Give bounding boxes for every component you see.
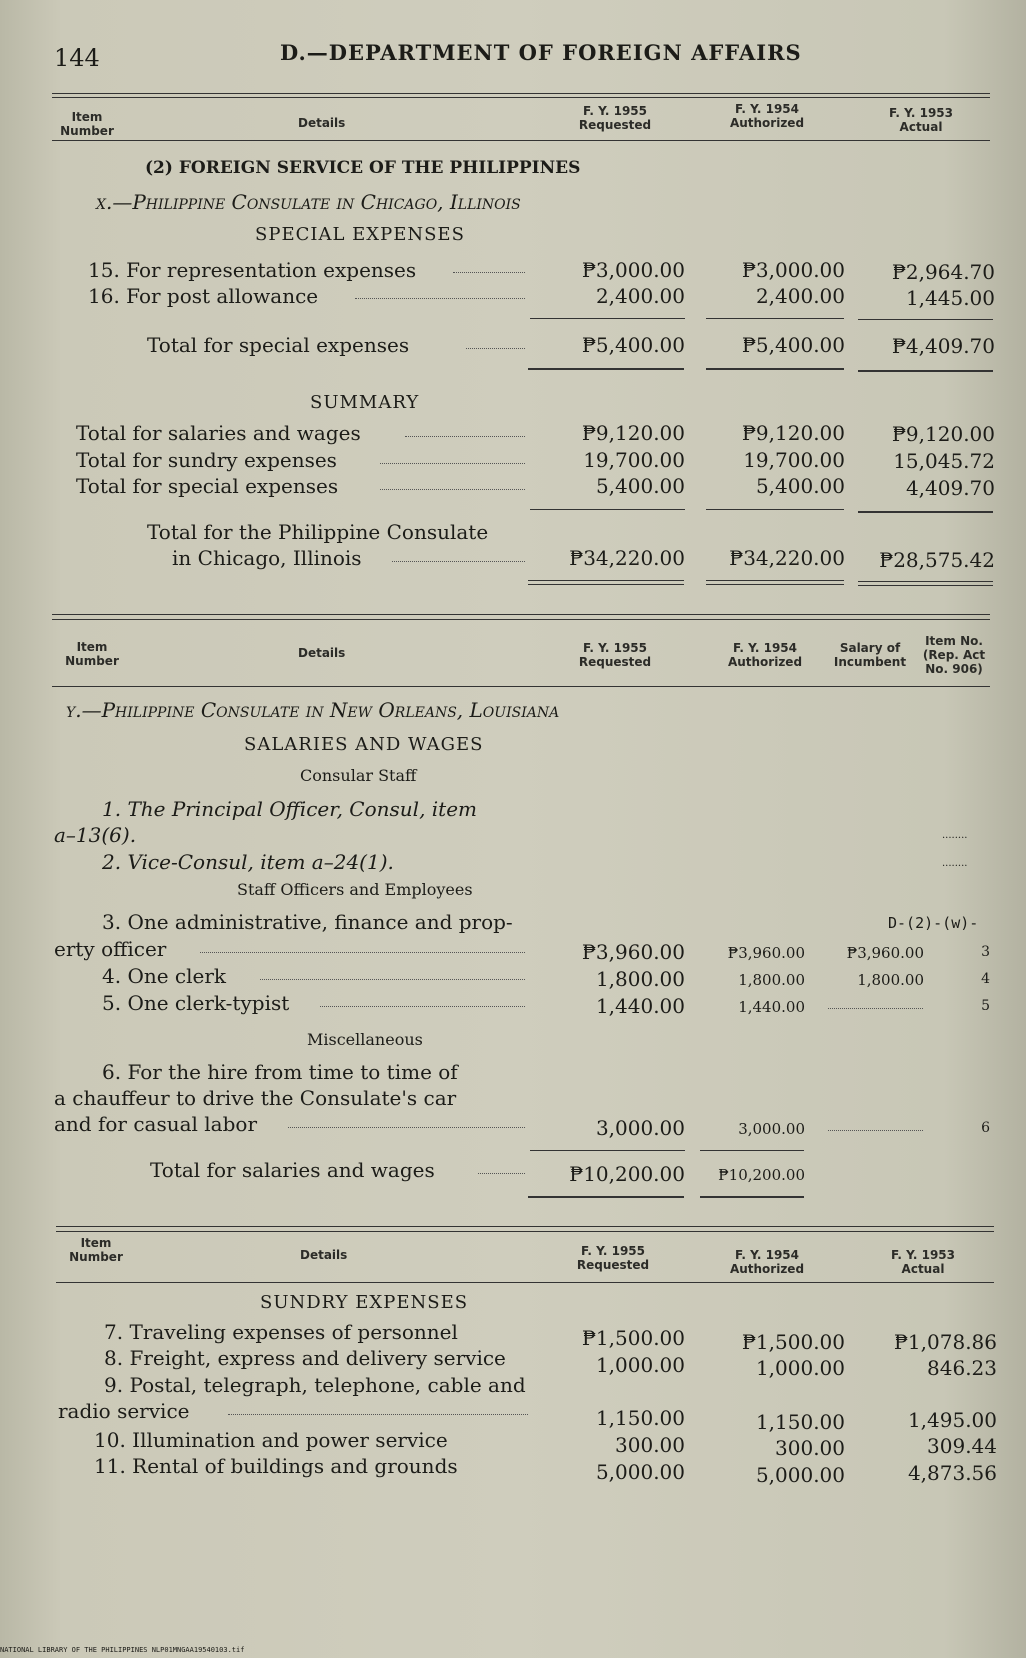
item-7-label: 7. Traveling expenses of personnel: [104, 1320, 458, 1344]
special-expenses-title: SPECIAL EXPENSES: [255, 224, 465, 245]
total-fy1954: ₱10,200.00: [718, 1166, 805, 1184]
section-heading: (2) FOREIGN SERVICE OF THE PHILIPPINES: [145, 158, 581, 178]
item-6-line-2: a chauffeur to drive the Consulate's car: [54, 1086, 457, 1110]
item-3-line-2: erty officer: [54, 937, 167, 961]
value-fy1955: 1,440.00: [595, 994, 685, 1018]
summary-label: Total for special expenses: [76, 474, 339, 498]
item-9-line-1: 9. Postal, telegraph, telephone, cable and: [104, 1373, 526, 1397]
column-header-authorized: Authorized: [729, 116, 805, 130]
item-10-label: 10. Illumination and power service: [94, 1428, 448, 1452]
column-header-item-number: Item Number: [60, 110, 114, 138]
value-fy1954: 5,400.00: [755, 474, 845, 498]
column-header-fy1955: F. Y. 1955: [580, 1244, 645, 1258]
value-fy1953: ₱2,964.70: [891, 260, 995, 284]
value-fy1954: 1,800.00: [738, 971, 805, 989]
total-label: Total for special expenses: [147, 333, 410, 357]
value-fy1954: 3,000.00: [738, 1120, 805, 1138]
value-fy1955: ₱9,120.00: [581, 421, 685, 445]
item-6-line-1: 6. For the hire from time to time of: [102, 1060, 458, 1084]
scan-footer: NATIONAL LIBRARY OF THE PHILIPPINES NLP01MNGAA19540103.tif: [0, 1646, 245, 1654]
miscellaneous-title: Miscellaneous: [307, 1030, 423, 1049]
value-fy1955: 1,800.00: [595, 967, 685, 991]
grand-total-label-2: in Chicago, Illinois: [172, 546, 362, 570]
item-1-text: 1. The Principal Officer, Consul, item: [102, 797, 478, 821]
value-fy1955: ₱3,000.00: [581, 258, 685, 282]
grand-total-fy1953: ₱28,575.42: [879, 548, 995, 572]
total-fy1955: ₱5,400.00: [581, 333, 685, 357]
value-fy1955: 300.00: [615, 1433, 685, 1457]
column-header-fy1954: F. Y. 1954: [732, 641, 797, 655]
column-header-rep-act: (Rep. Act: [922, 648, 986, 662]
sum-rule: [858, 319, 993, 320]
value-fy1954: 5,000.00: [755, 1463, 845, 1487]
consular-staff-title: Consular Staff: [300, 766, 417, 785]
staff-officers-title: Staff Officers and Employees: [237, 880, 473, 899]
total-fy1955: ₱10,200.00: [569, 1162, 685, 1186]
page-number: 144: [54, 44, 100, 72]
value-fy1955: ₱1,500.00: [581, 1326, 685, 1350]
header-rule-top: [52, 93, 990, 94]
salary-incumbent: ₱3,960.00: [846, 944, 924, 962]
value-fy1953: 15,045.72: [893, 449, 995, 473]
column-header-authorized: Authorized: [727, 655, 803, 669]
consulate-heading-text: x.—Philippine Consulate in Chicago, Illinois: [96, 190, 521, 214]
column-header-details: Details: [298, 646, 346, 660]
value-fy1954: 2,400.00: [755, 284, 845, 308]
page-title: D.—DEPARTMENT OF FOREIGN AFFAIRS: [280, 40, 802, 65]
column-header-fy1955: F. Y. 1955: [582, 641, 647, 655]
total-rule: [858, 370, 993, 372]
column-header-requested: Requested: [576, 1258, 650, 1272]
column-header-fy1953: F. Y. 1953: [888, 106, 953, 120]
column-header-fy1953: F. Y. 1953: [890, 1248, 955, 1262]
sum-rule: [530, 318, 685, 319]
item-8-label: 8. Freight, express and delivery service: [104, 1346, 506, 1370]
double-rule: [858, 581, 993, 586]
column-header-incumbent: Incumbent: [833, 655, 907, 669]
value-fy1955: 5,000.00: [595, 1460, 685, 1484]
value-fy1953: 4,873.56: [907, 1461, 997, 1485]
value-fy1955: 1,000.00: [595, 1353, 685, 1377]
sundry-title: SUNDRY EXPENSES: [260, 1292, 469, 1313]
item-1-line-2: a–13(6).: [54, 823, 137, 847]
value-fy1953: 4,409.70: [905, 476, 995, 500]
value-fy1954: 300.00: [775, 1436, 845, 1460]
item-9-line-2: radio service: [58, 1399, 190, 1423]
column-header-salary-of: Salary of: [839, 641, 901, 655]
consulate-heading: [66, 698, 559, 722]
value-fy1955: 2,400.00: [595, 284, 685, 308]
consulate-heading: [96, 190, 521, 214]
total-salaries-label: Total for salaries and wages: [150, 1158, 435, 1182]
item-2: 2. Vice-Consul, item a–24(1).: [102, 850, 394, 874]
value-fy1953: 1,445.00: [905, 286, 995, 310]
column-header-item-number: Item Number: [69, 1236, 123, 1264]
value-fy1954: 19,700.00: [743, 448, 845, 472]
value-fy1954: ₱3,000.00: [741, 258, 845, 282]
item-6-line-3: and for casual labor: [54, 1112, 257, 1136]
total-rule: [528, 368, 684, 370]
value-fy1953: ₱1,078.86: [893, 1330, 997, 1354]
sum-rule: [700, 1150, 804, 1151]
column-header-actual: Actual: [899, 120, 943, 134]
sum-rule: [706, 509, 844, 510]
value-fy1954: 1,440.00: [738, 998, 805, 1016]
header-rule-bottom: [52, 140, 990, 141]
value-fy1953: ₱9,120.00: [891, 422, 995, 446]
grand-total-label-1: Total for the Philippine Consulate: [147, 520, 489, 544]
value-fy1954: ₱9,120.00: [741, 421, 845, 445]
value-fy1954: 1,150.00: [755, 1410, 845, 1434]
header-rule-bottom: [56, 1282, 994, 1283]
value-fy1955: 5,400.00: [595, 474, 685, 498]
value-fy1955: 19,700.00: [583, 448, 685, 472]
column-header-details: Details: [300, 1248, 348, 1262]
summary-label: Total for sundry expenses: [76, 448, 337, 472]
column-header-item-number: Item Number: [65, 640, 119, 668]
item-no: 3: [981, 944, 990, 960]
item-no: 6: [981, 1120, 990, 1136]
total-rule: [528, 1196, 684, 1198]
header-rule-top-2: [56, 1231, 994, 1232]
column-header-fy1955: F. Y. 1955: [582, 104, 647, 118]
grand-total-fy1955: ₱34,220.00: [569, 546, 685, 570]
value-fy1954: ₱3,960.00: [727, 944, 805, 962]
row-label: 16. For post allowance: [88, 284, 319, 308]
column-header-details: Details: [298, 116, 346, 130]
total-rule: [706, 368, 844, 370]
header-rule-top-2: [52, 97, 990, 98]
column-header-fy1954: F. Y. 1954: [734, 1248, 799, 1262]
consulate-heading-text: y.—Philippine Consulate in New Orleans, Louisiana: [66, 698, 560, 722]
double-rule: [528, 580, 684, 585]
row-label: 15. For representation expenses: [88, 258, 417, 282]
item-2-dots: ........: [942, 858, 968, 869]
value-fy1955: 1,150.00: [595, 1406, 685, 1430]
summary-title: SUMMARY: [310, 392, 420, 413]
double-rule: [706, 580, 844, 585]
header-rule-bottom: [52, 686, 990, 687]
item-ref: D-(2)-(w)-: [888, 914, 979, 932]
item-11-label: 11. Rental of buildings and grounds: [94, 1454, 458, 1478]
column-header-requested: Requested: [578, 118, 652, 132]
value-fy1953: 1,495.00: [907, 1408, 997, 1432]
item-4-label: 4. One clerk: [102, 964, 227, 988]
sum-rule: [706, 318, 844, 319]
sum-rule: [858, 511, 993, 513]
summary-label: Total for salaries and wages: [76, 421, 361, 445]
column-header-requested: Requested: [578, 655, 652, 669]
header-rule-top-2: [52, 619, 990, 620]
sum-rule: [530, 1150, 685, 1151]
item-no: 4: [981, 971, 990, 987]
column-header-item-no: Item No.: [925, 634, 983, 648]
item-3-line-1: 3. One administrative, finance and prop-: [102, 910, 513, 934]
salary-incumbent: 1,800.00: [857, 971, 924, 989]
total-rule: [700, 1196, 804, 1198]
item-no: 5: [981, 998, 990, 1014]
salaries-title: SALARIES AND WAGES: [244, 734, 484, 755]
total-fy1954: ₱5,400.00: [741, 333, 845, 357]
column-header-fy1954: F. Y. 1954: [734, 102, 799, 116]
value-fy1955: ₱3,960.00: [581, 940, 685, 964]
item-1-line-1: [102, 797, 477, 821]
value-fy1953: 846.23: [927, 1356, 997, 1380]
column-header-no-906: No. 906): [925, 662, 983, 676]
value-fy1954: 1,000.00: [755, 1356, 845, 1380]
value-fy1955: 3,000.00: [595, 1116, 685, 1140]
header-rule-top: [52, 614, 990, 615]
item-5-label: 5. One clerk-typist: [102, 991, 290, 1015]
item-1-dots: ........: [942, 830, 968, 841]
column-header-actual: Actual: [901, 1262, 945, 1276]
grand-total-fy1954: ₱34,220.00: [729, 546, 845, 570]
total-fy1953: ₱4,409.70: [891, 334, 995, 358]
header-rule-top: [56, 1226, 994, 1227]
value-fy1953: 309.44: [927, 1434, 997, 1458]
column-header-authorized: Authorized: [729, 1262, 805, 1276]
value-fy1954: ₱1,500.00: [741, 1330, 845, 1354]
sum-rule: [530, 509, 685, 510]
